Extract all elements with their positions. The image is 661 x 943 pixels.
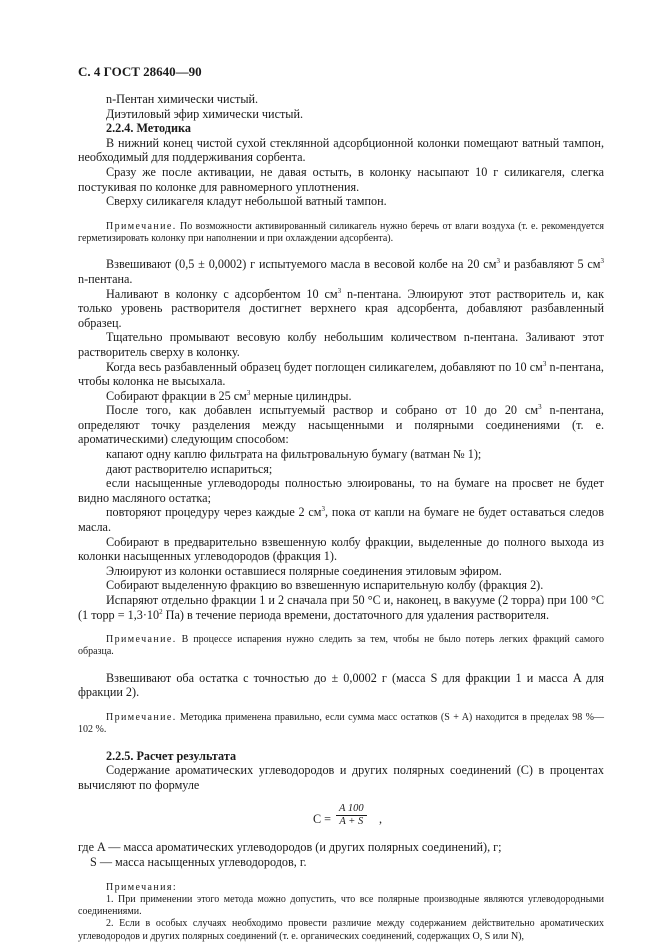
note-label: Примечания: [106,881,178,893]
text-span: n-пентана, чтобы колонка не высыхала. [78,359,604,389]
note-text: По возможности активированный силикагель нужно беречь от влаги воздуха (т. е. рекомендуется герметизировать колонку при наполнении и при охлаждении адсорбента). [78,220,605,245]
text-span: Взвешивают (0,5 ± 0,0002) г испытуемого масла в весовой колбе на 20 см [106,257,497,272]
paragraph: Собирают выделенную фракцию во взвешенную испарительную колбу (фракция 2). [106,578,544,593]
formula-denominator: A + S [339,816,364,828]
note-item-2: 2. Если в особых случаях необходимо провести различие между содержанием действительно ароматических углеводородов и других полярных соединений (т. е. органических соединений, содержащих О, S или N), [78,918,604,942]
text-span: n-пентана. Элюируют этот растворитель и, как только уровень растворителя достигнет верхнего края адсорбента, добавляют разбавленный образец. [78,286,604,330]
paragraph: Собирают в предварительно взвешенную колбу фракции, выделенные до полного выхода из колонки насыщенных углеводородов (фракция 1). [78,534,604,564]
text-span: Па) в течение периода времени, достаточного для удаления растворителя. [162,607,550,622]
section-heading-result: 2.2.5. Расчет результата [106,748,237,763]
reagent-ether: Диэтиловый эфир химически чистый. [106,106,304,121]
text-span: n-пентана. [78,271,133,286]
paragraph: Элюируют из колонки оставшиеся полярные соединения этиловым эфиром. [106,563,502,578]
page-header: С. 4 ГОСТ 28640—90 [78,64,202,79]
note-label: Примечание. [106,634,177,646]
note-text: В процессе испарения нужно следить за тем, чтобы не было потерь легких фракций самого образца. [78,634,604,658]
superscript: 3 [246,388,251,397]
step-drop: капают одну каплю фильтрата на фильтровальную бумагу (ватман № 1); [106,447,482,462]
reagent-pentane: n-Пентан химически чистый. [106,92,259,106]
formula-fraction [336,803,367,828]
superscript: 3 [321,505,326,514]
document-body [78,92,604,943]
note-2 [78,634,604,659]
note-text: Методика применена правильно, если сумма масс остатков (S + A) находится в пределах 98 %—102 %. [78,711,604,736]
note-1 [78,221,604,246]
paragraph: Содержание ароматических углеводородов и других полярных соединений (С) в процентах вычисляют по формуле [78,763,604,792]
note-3 [78,712,604,737]
superscript: 3 [542,359,547,368]
paragraph-weigh-residues: Взвешивают оба остатка с точностью до ± 0,0002 г (масса S для фракции 1 и масса A для фракции 2). [78,670,604,700]
formula-numerator: A 100 [336,803,367,816]
where-line-a: где A — масса ароматических углеводородов (и других полярных соединений), г; [78,840,502,855]
formula-comma: , [379,812,383,827]
paragraph-absorb [78,360,604,389]
step-check: если насыщенные углеводороды полностью элюированы, то на бумаге на просвет не будет видно масляного остатка; [78,476,604,505]
paragraph: Сверху силикагеля кладут небольшой ватный тампон. [106,194,387,209]
text-span: Испаряют отдельно фракции 1 и 2 сначала при 50 °С и, наконец, в вакууме (2 торра) при 100 °С (1 торр = 1,3·10 [78,593,604,622]
superscript: 3 [496,257,500,266]
paragraph: Сразу же после активации, не давая остыть, в колонку насыпают 10 г силикагеля, слегка постукивая по колонке для равномерного уплотнения. [78,164,604,194]
superscript: 2 [159,607,163,616]
superscript: 3 [538,403,542,412]
section-heading-method: 2.2.4. Методика [106,121,191,136]
paragraph-rinse: Тщательно промывают весовую колбу небольшим количеством n-пентана. Заливают этот растворитель сверху в колонку. [78,330,604,359]
formula-lhs: С = [313,812,332,827]
note-item-1: 1. При применении этого метода можно допустить, что все полярные производные являются углеводородными соединениями. [78,893,604,918]
text-span: Собирают фракции в 25 см [106,388,247,403]
text-span: Когда весь разбавленный образец будет поглощен силикагелем, добавляют по 10 см [106,359,543,374]
paragraph-collect [78,389,604,404]
text-span: , пока от капли на бумаге не будет оставаться следов масла. [78,505,605,535]
step-evaporate: дают растворителю испариться; [106,461,273,476]
text-span: n-пентана, определяют точку разделения между насыщенными и полярными соединениями (т. е. ароматическими) следующим способом: [78,403,604,447]
formula [78,800,604,840]
step-repeat [78,505,604,534]
text-span: и разбавляют 5 см [499,257,601,272]
text-span: После того, как добавлен испытуемый раствор и собрано от 10 до 20 см [106,403,539,418]
paragraph-pour [78,287,604,331]
paragraph-separation [78,403,604,447]
paragraph-weigh [78,257,604,286]
text-span: Наливают в колонку с адсорбентом 10 см [106,286,338,301]
text-span: мерные цилиндры. [250,388,352,403]
notes-label [78,882,604,894]
note-label: Примечание. [106,220,177,232]
paragraph-evaporation [78,593,604,622]
paragraph: В нижний конец чистой сухой стеклянной адсорбционной колонки помещают ватный тампон, необходимый для поддерживания сорбента. [78,135,604,165]
text-span: повторяют процедуру через каждые 2 см [106,505,322,520]
superscript: 3 [600,257,604,266]
superscript: 3 [337,286,342,295]
note-label: Примечание. [106,711,177,723]
where-line-s: S — масса насыщенных углеводородов, г. [90,854,307,869]
